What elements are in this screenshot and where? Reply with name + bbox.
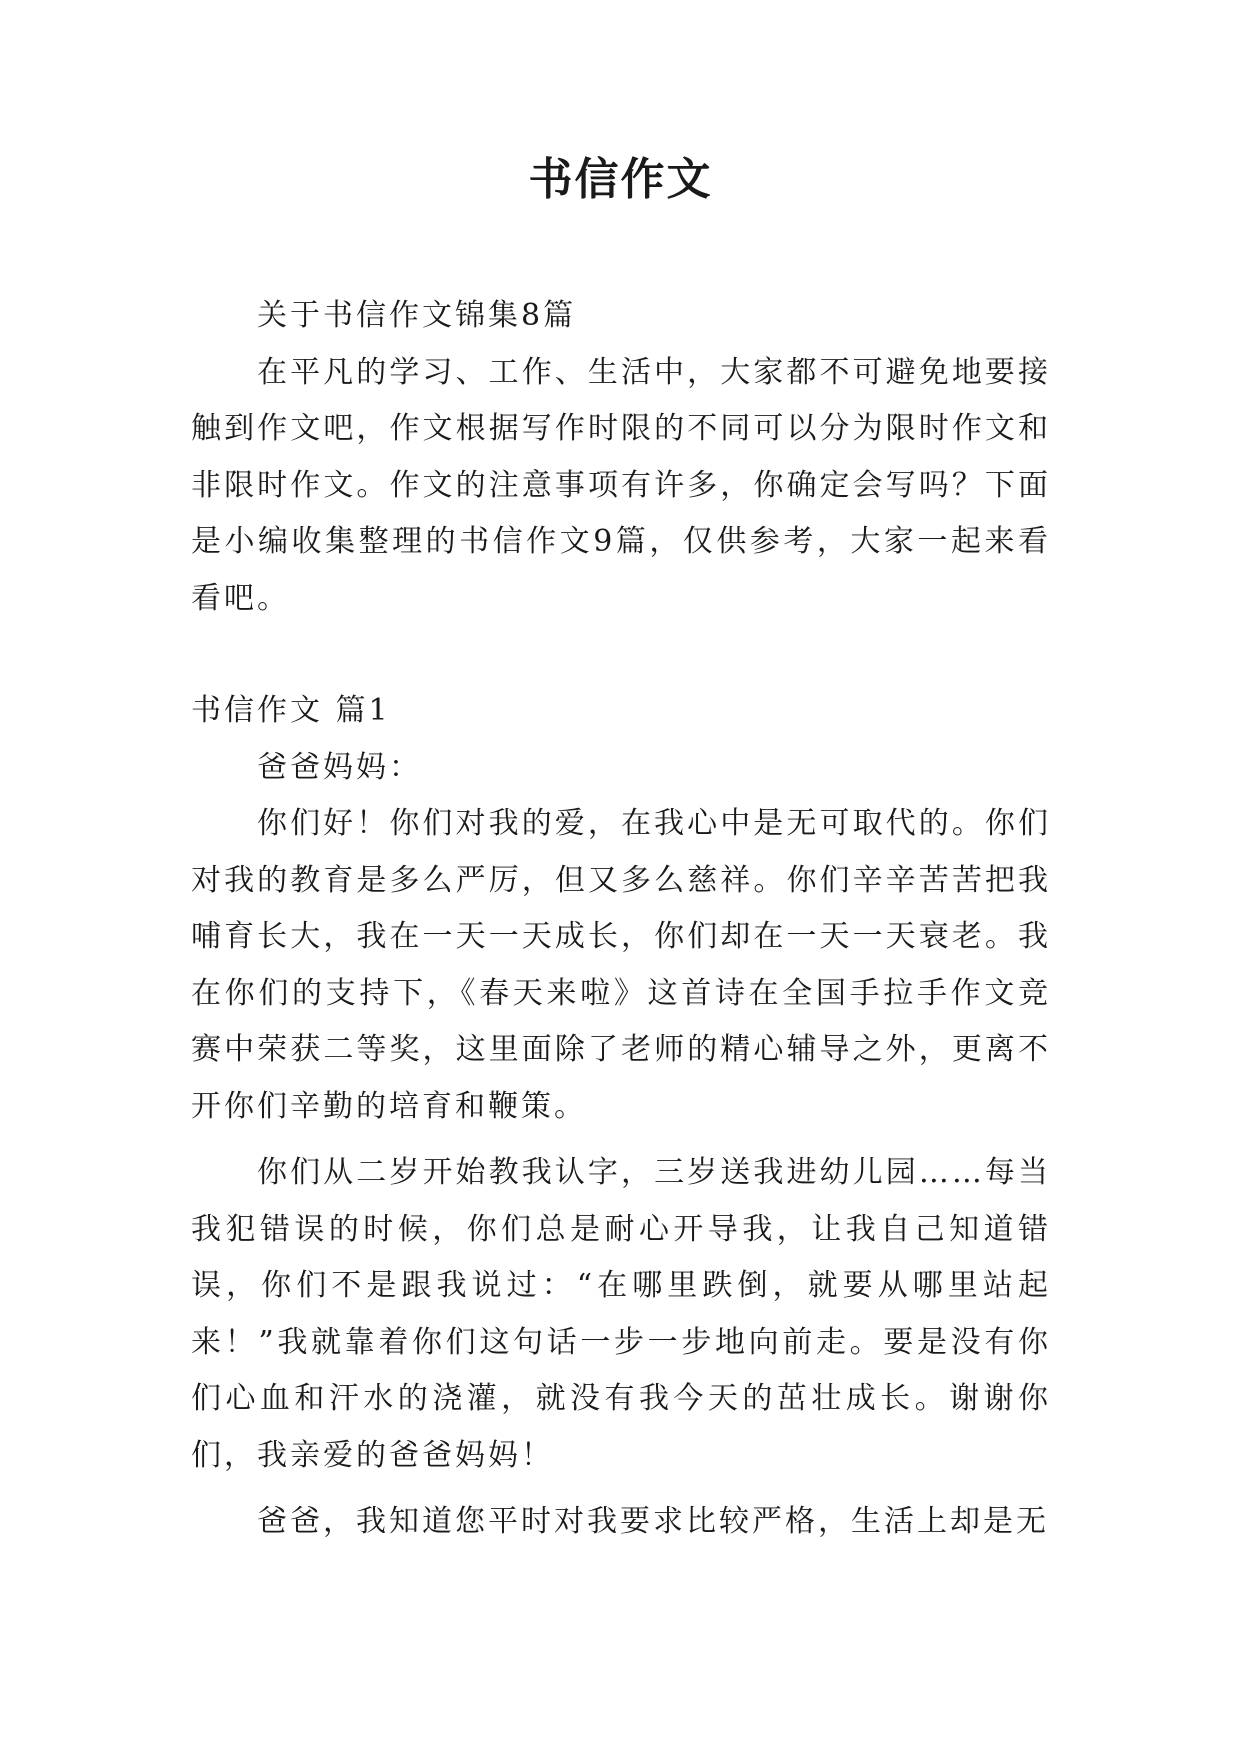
document-subtitle: 关于书信作文锦集8篇 [257, 298, 577, 333]
document-body [191, 288, 1051, 1551]
letter-paragraph: 你们从二岁开始教我认字，三岁送我进幼儿园……每当我犯错误的时候，你们总是耐心开导我，让我自己知道错误，你们不是跟我说过：“在哪里跌倒，就要从哪里站起来！”我就靠着你们这句话一步一步地向前走。要是没有你们心血和汗水的浇灌，就没有我今天的茁壮成长。谢谢你们，我亲爱的爸爸妈妈！ [191, 1155, 1051, 1473]
intro-paragraph: 在平凡的学习、工作、生活中，大家都不可避免地要接触到作文吧，作文根据写作时限的不同可以分为限时作文和非限时作文。作文的注意事项有许多，你确定会写吗？下面是小编收集整理的书信作文9篇，仅供参考，大家一起来看看吧。 [191, 354, 1051, 616]
letter-salutation: 爸爸妈妈： [257, 749, 422, 785]
section-heading: 书信作文 篇1 [191, 693, 391, 728]
letter-paragraph: 你们好！你们对我的爱，在我心中是无可取代的。你们对我的教育是多么严厉，但又多么慈祥。你们辛辛苦苦把我哺育长大，我在一天一天成长，你们却在一天一天衰老。我在你们的支持下，《春天来啦》这首诗在全国手拉手作文竞赛中荣获二等奖，这里面除了老师的精心辅导之外，更离不开你们辛勤的培育和鞭策。 [191, 806, 1051, 1124]
document-title: 书信作文 [528, 154, 713, 205]
letter-paragraph: 爸爸，我知道您平时对我要求比较严格，生活上却是无 [257, 1504, 1049, 1539]
